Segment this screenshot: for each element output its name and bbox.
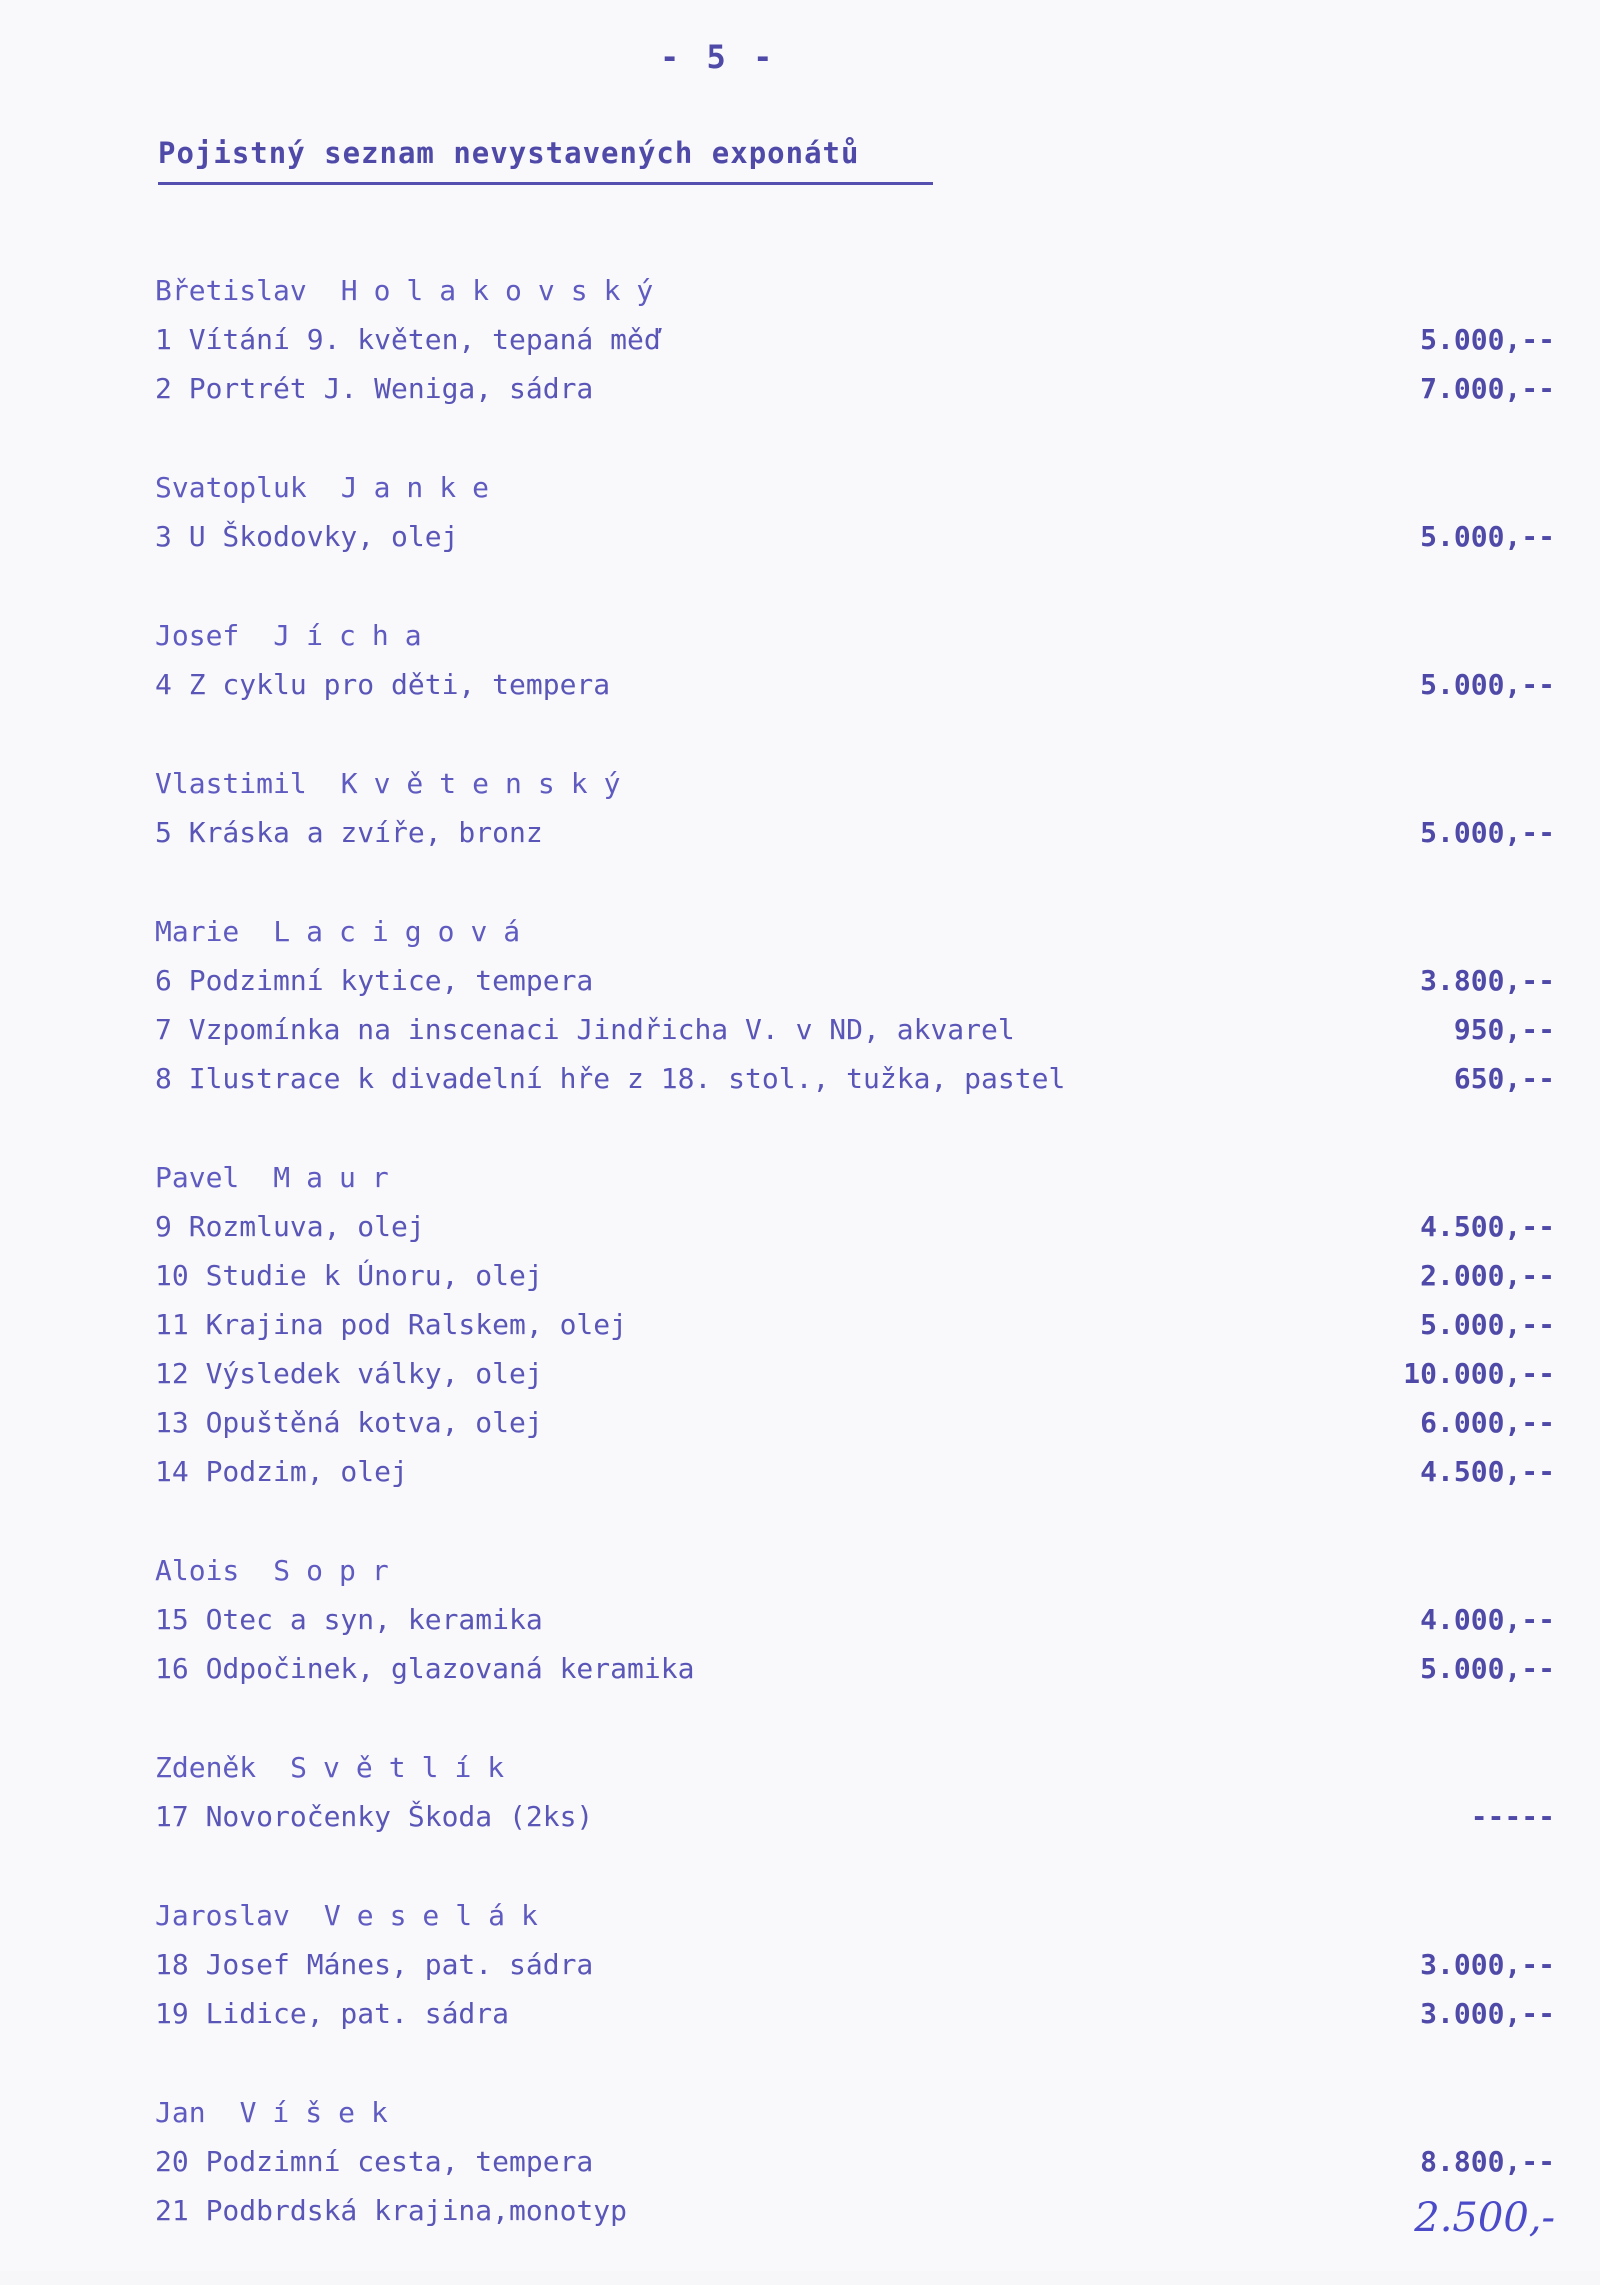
artist-first-name: Josef (155, 619, 240, 652)
artist-block (155, 611, 1555, 709)
artist-first-name: Pavel (155, 1161, 240, 1194)
artist-block (155, 1153, 1555, 1496)
artist-name (155, 1891, 1555, 1940)
artist-name (155, 1546, 1555, 1595)
artist-name (155, 2088, 1555, 2137)
exhibit-title: 19 Lidice, pat. sádra (155, 1997, 510, 2030)
exhibit-item (155, 1644, 1555, 1693)
artist-name (155, 266, 1555, 315)
exhibit-item (155, 808, 1555, 857)
insurance-list (155, 266, 1555, 2285)
exhibit-title: 13 Opuštěná kotva, olej (155, 1406, 543, 1439)
exhibit-title: 17 Novoročenky Škoda (2ks) (155, 1800, 594, 1833)
artist-name (155, 611, 1555, 660)
exhibit-item (155, 1054, 1555, 1103)
artist-surname: Lacigová (273, 915, 537, 948)
artist-block (155, 2088, 1555, 2241)
insured-value: 5.000,-- (1420, 1652, 1555, 1685)
handwritten-insured-value: 2.500,- (1414, 2195, 1555, 2241)
exhibit-title: 15 Otec a syn, keramika (155, 1603, 543, 1636)
artist-first-name: Zdeněk (155, 1751, 257, 1784)
artist-name (155, 759, 1555, 808)
artist-first-name: Vlastimil (155, 767, 307, 800)
insured-value: 5.000,-- (1420, 520, 1555, 553)
artist-block (155, 759, 1555, 857)
artist-name (155, 1153, 1555, 1202)
insured-value: 5.000,-- (1420, 1308, 1555, 1341)
insured-value: 4.000,-- (1420, 1603, 1555, 1636)
exhibit-title: 12 Výsledek války, olej (155, 1357, 543, 1390)
insured-value: 3.000,-- (1420, 1948, 1555, 1981)
insured-value: 3.800,-- (1420, 964, 1555, 997)
page-number: - 5 - (660, 38, 777, 76)
artist-surname: Maur (273, 1161, 405, 1194)
artist-block (155, 266, 1555, 413)
exhibit-title: 20 Podzimní cesta, tempera (155, 2145, 594, 2178)
insured-value: 10.000,-- (1403, 1357, 1555, 1390)
artist-first-name: Alois (155, 1554, 240, 1587)
insured-value: ----- (1470, 1800, 1555, 1833)
artist-first-name: Jan (155, 2096, 206, 2129)
insured-value: 7.000,-- (1420, 372, 1555, 405)
exhibit-title: 6 Podzimní kytice, tempera (155, 964, 594, 997)
artist-name (155, 907, 1555, 956)
exhibit-item (155, 1202, 1555, 1251)
exhibit-title: 4 Z cyklu pro děti, tempera (155, 668, 611, 701)
artist-first-name: Jaroslav (155, 1899, 290, 1932)
artist-name (155, 1743, 1555, 1792)
exhibit-title: 21 Podbrdská krajina,monotyp (155, 2194, 628, 2227)
exhibit-title: 10 Studie k Únoru, olej (155, 1259, 543, 1292)
insured-value: 5.000,-- (1420, 323, 1555, 356)
insured-value: 2.000,-- (1420, 1259, 1555, 1292)
artist-first-name: Svatopluk (155, 471, 307, 504)
insured-value: 5.000,-- (1420, 668, 1555, 701)
artist-block (155, 463, 1555, 561)
artist-block (155, 907, 1555, 1103)
insured-value: 950,-- (1453, 1013, 1555, 1046)
artist-surname: Světlík (290, 1751, 521, 1784)
artist-surname: Sopr (273, 1554, 405, 1587)
artist-surname: Veselák (323, 1899, 554, 1932)
artist-name (155, 463, 1555, 512)
exhibit-item (155, 1940, 1555, 1989)
artist-surname: Jícha (273, 619, 438, 652)
artist-surname: Janke (340, 471, 506, 504)
exhibit-item (155, 956, 1555, 1005)
exhibit-item (155, 1447, 1555, 1496)
exhibit-item (155, 2186, 1555, 2241)
exhibit-item (155, 2137, 1555, 2186)
exhibit-item (155, 512, 1555, 561)
exhibit-item (155, 1300, 1555, 1349)
artist-block (155, 1891, 1555, 2038)
insured-value: 8.800,-- (1420, 2145, 1555, 2178)
insured-value: 4.500,-- (1420, 1455, 1555, 1488)
document-heading: Pojistný seznam nevystavených exponátů (158, 136, 860, 170)
exhibit-item (155, 1792, 1555, 1841)
exhibit-title: 16 Odpočinek, glazovaná keramika (155, 1652, 695, 1685)
exhibit-item (155, 364, 1555, 413)
insured-value: 3.000,-- (1420, 1997, 1555, 2030)
artist-surname: Květenský (340, 767, 637, 800)
insured-value: 4.500,-- (1420, 1210, 1555, 1243)
artist-block (155, 1743, 1555, 1841)
artist-block (155, 1546, 1555, 1693)
exhibit-title: 11 Krajina pod Ralskem, olej (155, 1308, 628, 1341)
exhibit-item (155, 1398, 1555, 1447)
exhibit-item (155, 1349, 1555, 1398)
exhibit-title: 7 Vzpomínka na inscenaci Jindřicha V. v ND, akvarel (155, 1013, 1015, 1046)
exhibit-title: 18 Josef Mánes, pat. sádra (155, 1948, 594, 1981)
artist-surname: Holakovský (340, 274, 670, 307)
exhibit-item (155, 1005, 1555, 1054)
artist-surname: Víšek (239, 2096, 404, 2129)
exhibit-title: 1 Vítání 9. květen, tepaná měď (155, 323, 661, 356)
exhibit-item (155, 1595, 1555, 1644)
exhibit-title: 5 Kráska a zvíře, bronz (155, 816, 543, 849)
exhibit-title: 8 Ilustrace k divadelní hře z 18. stol., tužka, pastel (155, 1062, 1066, 1095)
insured-value: 6.000,-- (1420, 1406, 1555, 1439)
exhibit-item (155, 1251, 1555, 1300)
exhibit-title: 3 U Škodovky, olej (155, 520, 459, 553)
exhibit-title: 2 Portrét J. Weniga, sádra (155, 372, 594, 405)
heading-underline (158, 182, 933, 185)
exhibit-item (155, 660, 1555, 709)
insured-value: 650,-- (1453, 1062, 1555, 1095)
exhibit-title: 9 Rozmluva, olej (155, 1210, 425, 1243)
exhibit-title: 14 Podzim, olej (155, 1455, 408, 1488)
exhibit-item (155, 1989, 1555, 2038)
exhibit-item (155, 315, 1555, 364)
artist-first-name: Marie (155, 915, 240, 948)
artist-first-name: Břetislav (155, 274, 307, 307)
insured-value: 5.000,-- (1420, 816, 1555, 849)
